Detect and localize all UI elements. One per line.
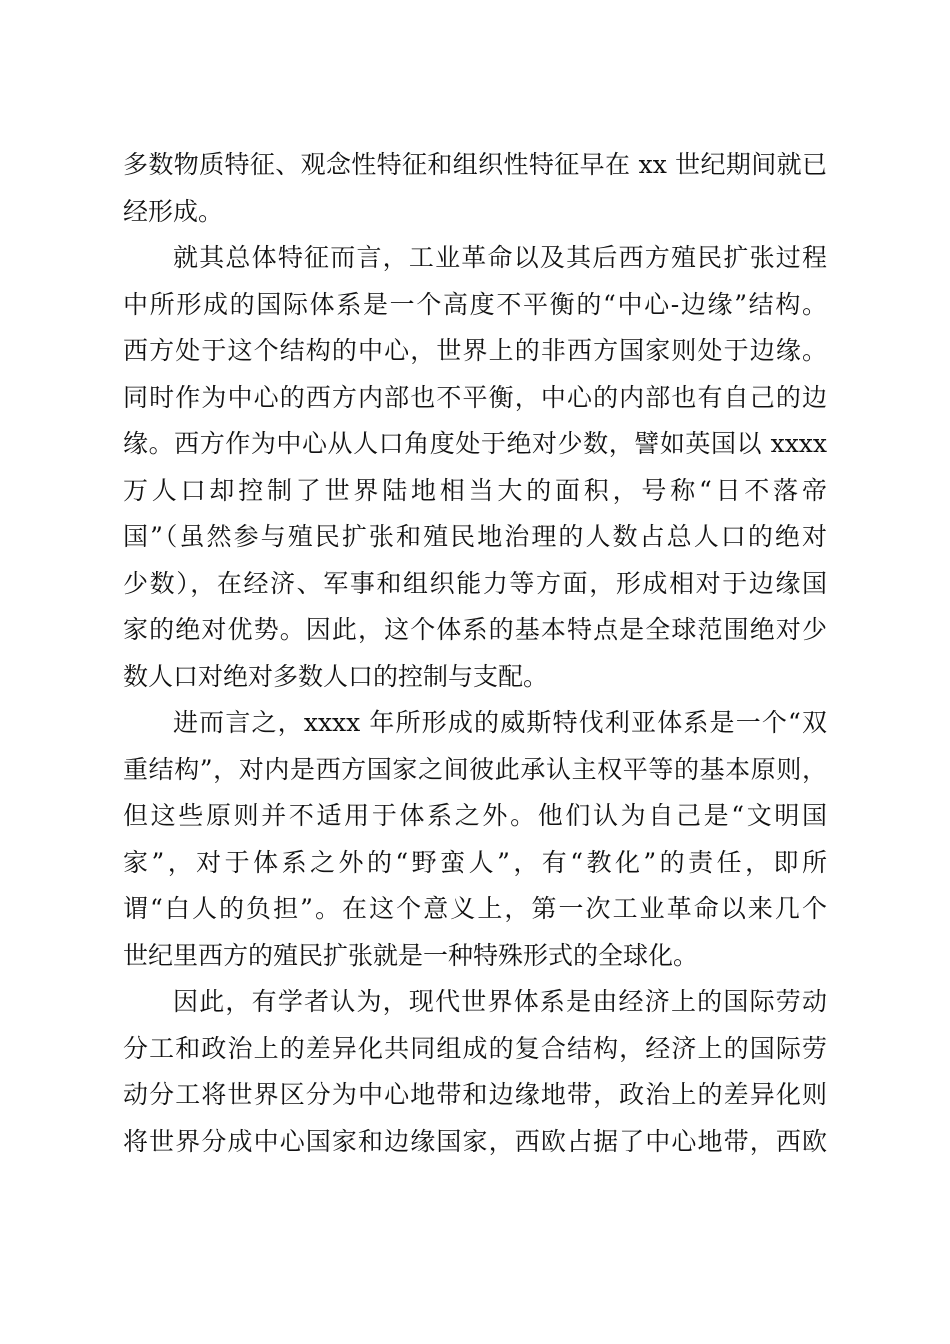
text-line: 但这些原则并不适用于体系之外。他们认为自己是“文明国 (123, 801, 827, 830)
text-line: 因此，有学者认为，现代世界体系是由经济上的国际劳动 (173, 987, 827, 1016)
paragraph-3 (123, 700, 827, 979)
document-body (123, 142, 827, 1165)
text-line: 少数），在经济、军事和组织能力等方面，形成相对于边缘国 (123, 568, 827, 598)
text-line: 家的绝对优势。因此，这个体系的基本特点是全球范围绝对少 (123, 615, 827, 644)
text-line: 分工和政治上的差异化共同组成的复合结构，经济上的国际劳 (123, 1033, 827, 1063)
text-line: 万人口却控制了世界陆地相当大的面积，号称“日不落帝 (123, 475, 827, 505)
text-line: 将世界分成中心国家和边缘国家，西欧占据了中心地带，西欧 (123, 1126, 827, 1156)
text-line: 谓“白人的负担”。在这个意义上，第一次工业革命以来几个 (123, 894, 827, 923)
text-line: 多数物质特征、观念性特征和组织性特征早在 xx 世纪期间就已 (123, 150, 827, 179)
paragraph-2 (123, 235, 827, 700)
paragraph-4 (123, 979, 827, 1165)
text-line: 世纪里西方的殖民扩张就是一种特殊形式的全球化。 (123, 940, 699, 970)
text-line: 重结构”，对内是西方国家之间彼此承认主权平等的基本原则， (123, 754, 827, 784)
text-line: 缘。西方作为中心从人口角度处于绝对少数，譬如英国以 xxxx (123, 429, 827, 458)
paragraph-1 (123, 142, 827, 235)
text-line: 数人口对绝对多数人口的控制与支配。 (123, 661, 549, 691)
text-line: 中所形成的国际体系是一个高度不平衡的“中心-边缘”结构。 (123, 289, 827, 319)
text-line: 进而言之，xxxx 年所形成的威斯特伐利亚体系是一个“双 (173, 708, 827, 737)
text-line: 同时作为中心的西方内部也不平衡，中心的内部也有自己的边 (123, 382, 827, 412)
text-line: 西方处于这个结构的中心，世界上的非西方国家则处于边缘。 (123, 336, 827, 365)
text-line: 国”（虽然参与殖民扩张和殖民地治理的人数占总人口的绝对 (123, 522, 827, 551)
text-line: 家”，对于体系之外的“野蛮人”，有“教化”的责任，即所 (123, 847, 827, 877)
text-line: 就其总体特征而言，工业革命以及其后西方殖民扩张过程 (173, 243, 827, 272)
text-line: 动分工将世界区分为中心地带和边缘地带，政治上的差异化则 (123, 1080, 827, 1109)
text-line: 经形成。 (123, 196, 224, 226)
